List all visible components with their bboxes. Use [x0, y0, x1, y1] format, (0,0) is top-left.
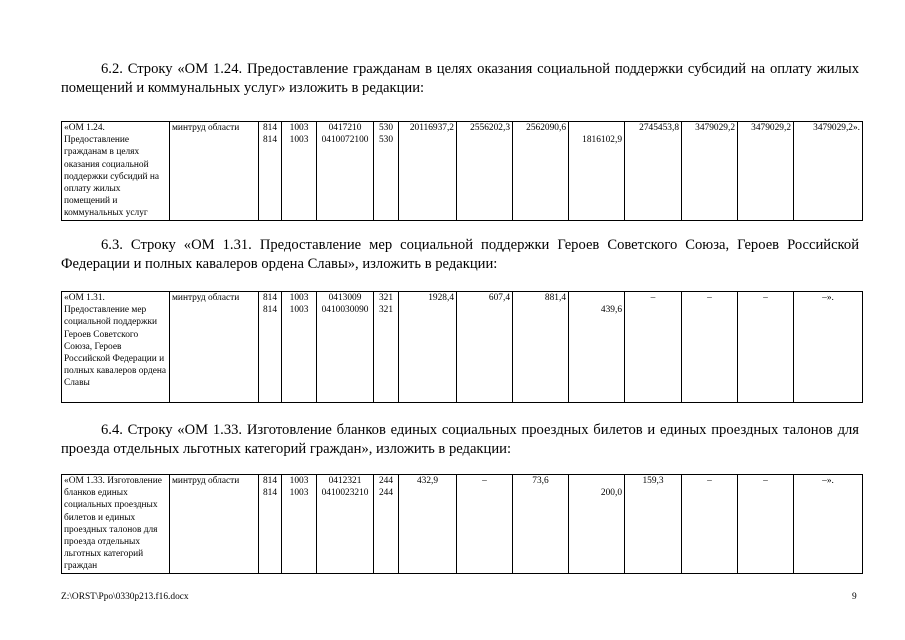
section-paragraph-6-4: 6.4. Строку «ОМ 1.33. Изготовление бланков единых социальных проездных билетов и единых проездных талонов для проезда отдельных льготных категорий граждан», изложить в редакции: — [61, 422, 859, 457]
cell-grbs: 814 814 — [259, 475, 282, 574]
table-row-om-1-33 — [61, 474, 863, 574]
cell-grbs: 814 814 — [259, 122, 282, 221]
cell-csr: 0412321 0410023210 — [317, 475, 374, 574]
cell-vr: 244 244 — [374, 475, 399, 574]
cell-executor: минтруд области — [170, 292, 259, 403]
cell-measure-name: «ОМ 1.24. Предоставление гражданам в целях оказания социальной поддержки субсидий на оплату жилых помещений и коммунальных услуг — [62, 122, 170, 221]
cell-value: 3479029,2 — [738, 122, 794, 221]
cell-measure-name: «ОМ 1.31. Предоставление мер социальной поддержки Героев Советского Союза, Героев Российской Федерации и полных кавалеров ордена Славы — [62, 292, 170, 403]
cell-rzpr: 1003 1003 — [282, 292, 317, 403]
cell-csr: 0413009 0410030090 — [317, 292, 374, 403]
cell-value: 200,0 — [569, 475, 625, 574]
cell-rzpr: 1003 1003 — [282, 122, 317, 221]
cell-rzpr: 1003 1003 — [282, 475, 317, 574]
cell-grbs: 814 814 — [259, 292, 282, 403]
cell-vr: 530 530 — [374, 122, 399, 221]
cell-value: –». — [794, 475, 863, 574]
cell-value: 3479029,2». — [794, 122, 863, 221]
page-number: 9 — [852, 592, 857, 602]
cell-csr: 0417210 0410072100 — [317, 122, 374, 221]
cell-value: –». — [794, 292, 863, 403]
cell-value: 439,6 — [569, 292, 625, 403]
cell-value: 3479029,2 — [682, 122, 738, 221]
cell-value: 2562090,6 — [513, 122, 569, 221]
cell-value: 2745453,8 — [625, 122, 682, 221]
cell-executor: минтруд области — [170, 475, 259, 574]
section-paragraph-6-2: 6.2. Строку «ОМ 1.24. Предоставление гражданам в целях оказания социальной поддержки субсидий на оплату жилых помещений и коммунальных услуг» изложить в редакции: — [61, 61, 859, 96]
cell-value: 73,6 — [513, 475, 569, 574]
cell-value: – — [625, 292, 682, 403]
cell-value: – — [738, 292, 794, 403]
cell-value: – — [682, 292, 738, 403]
cell-value: – — [457, 475, 513, 574]
cell-value: – — [682, 475, 738, 574]
cell-value-total: 432,9 — [399, 475, 457, 574]
cell-value: 1816102,9 — [569, 122, 625, 221]
cell-vr: 321 321 — [374, 292, 399, 403]
cell-value-total: 20116937,2 — [399, 122, 457, 221]
cell-value: 607,4 — [457, 292, 513, 403]
table-row-om-1-31 — [61, 291, 863, 403]
table-row-om-1-24 — [61, 121, 863, 221]
cell-value: 881,4 — [513, 292, 569, 403]
cell-measure-name: «ОМ 1.33. Изготовление бланков единых социальных проездных билетов и единых проездных талонов для проезда отдельных льготных категорий граждан — [62, 475, 170, 574]
cell-value: 2556202,3 — [457, 122, 513, 221]
section-paragraph-6-3: 6.3. Строку «ОМ 1.31. Предоставление мер социальной поддержки Героев Советского Союза, Героев Российской Федерации и полных кавалеров ордена Славы», изложить в редакции: — [61, 237, 859, 272]
cell-executor: минтруд области — [170, 122, 259, 221]
footer-file-path: Z:\ORST\Ppo\0330p213.f16.docx — [61, 592, 189, 602]
cell-value: 159,3 — [625, 475, 682, 574]
cell-value-total: 1928,4 — [399, 292, 457, 403]
cell-value: – — [738, 475, 794, 574]
